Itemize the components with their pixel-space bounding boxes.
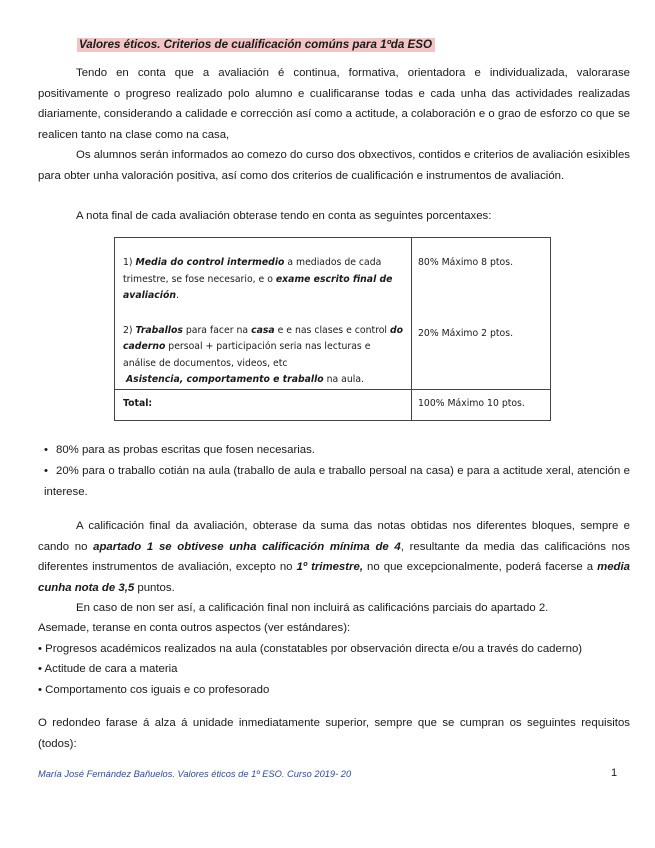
criteria-item-1-number: 1) <box>123 257 136 268</box>
total-value: 100% Máximo 10 ptos. <box>418 397 525 409</box>
list-item-text: Actitude de cara a materia <box>44 663 178 675</box>
list-item-text: 80% para as probas escritas que fosen necesarias. <box>56 444 315 456</box>
criteria-item-2 <box>123 323 405 389</box>
bullet-icon: • <box>38 684 42 696</box>
total-label: Total: <box>123 397 153 409</box>
page-number: 1 <box>611 767 618 779</box>
page-title: Valores éticos. Criterios de cualificación comúns para 1ºda ESO <box>77 38 435 52</box>
weight-cell <box>412 238 551 390</box>
list-item <box>38 680 269 701</box>
criteria-item-1-emphasis: Media do control intermedio <box>135 257 285 268</box>
criteria-item-2-emphasis-3: do caderno <box>123 324 404 352</box>
paragraph-rounding: O redondeo farase á alza á unidade inmediatamente superior, sempre que se cumpran os seguintes requisitos (todos): <box>38 717 630 750</box>
criteria-item-2-number: 2) <box>123 324 136 336</box>
paragraph-final-grade <box>38 516 630 598</box>
list-item <box>38 659 178 680</box>
criteria-item-1-emphasis-2: exame escrito final de avaliación <box>123 273 393 301</box>
weight-value-2: 20% Máximo 2 ptos. <box>418 327 514 339</box>
final-grade-text-3: no que excepcionalmente, poderá facerse a <box>362 561 598 573</box>
paragraph-percentages-intro: A nota final de cada avaliación obterase tendo en conta as seguintes porcentaxes: <box>76 210 492 222</box>
criteria-item-1 <box>123 255 405 305</box>
criteria-item-2-text-2: e e nas clases e control <box>274 324 390 336</box>
criteria-item-2-emphasis: Traballos <box>135 324 183 336</box>
criteria-item-1-end: . <box>175 290 179 301</box>
page-footer: María José Fernández Bañuelos. Valores éticos de 1º ESO. Curso 2019- 20 <box>38 769 352 779</box>
paragraph-otherwise: En caso de non ser así, a calificación final non incluirá as calificacións parciais do apartado 2. <box>76 602 549 614</box>
bullet-icon: • <box>44 444 48 456</box>
final-grade-text-4: puntos. <box>134 581 175 594</box>
total-label-cell <box>115 389 412 421</box>
criteria-item-2-end: na aula. <box>323 374 364 385</box>
paragraph-information: Os alumnos serán informados ao comezo do curso dos obxectivos, contidos e criterios de avaliación esixibles para obter unha valoración positiva, así como dos criterios de cualificación e instrumentos de avaliación. <box>38 149 630 182</box>
criteria-cell <box>115 238 412 390</box>
criteria-item-2-text-3: persoal + participación seria nas lecturas e análise de documentos, videos, etc <box>123 341 371 369</box>
bullet-icon: • <box>38 663 42 675</box>
criteria-item-2-text: para facer na <box>182 324 252 336</box>
criteria-item-1-text: a mediados de cada trimestre, se fose necesario, e o <box>123 257 382 285</box>
paragraph-evaluation: Tendo en conta que a avaliación é continua, formativa, orientadora e individualizada, valorarase positivamente o progreso realizado polo alumno e cualificaranse todas e cada unha das actividades realizadas diariamente, considerando a calidade e corrección así como a actitude, a colaboración e o grao de esforzo co que se realicen tanto na clase como na casa, <box>38 67 630 141</box>
grading-table <box>114 237 551 421</box>
weight-value-1: 80% Máximo 8 ptos. <box>418 257 514 268</box>
list-item <box>38 639 582 660</box>
final-grade-text: A calificación final da avaliación, obterase da suma das notas obtidas nos diferentes bloques, sempre e cando no <box>38 520 630 553</box>
list-item <box>44 461 630 502</box>
total-value-cell <box>412 389 551 421</box>
final-grade-emphasis-2: 1º trimestre, <box>296 561 363 573</box>
list-item-text: Comportamento cos iguais e co profesorado <box>45 684 270 696</box>
bullet-icon: • <box>44 465 48 477</box>
table-row <box>115 238 551 390</box>
criteria-item-2-emphasis-2: casa <box>251 324 275 336</box>
final-grade-emphasis: apartado 1 se obtivese unha calificación mínima de 4 <box>93 540 401 553</box>
list-item-text: 20% para o traballo cotián na aula (traballo de aula e traballo persoal na casa) e para a actitude xeral, atención e interese. <box>44 465 630 498</box>
paragraph-other-aspects: Asemade, teranse en conta outros aspectos (ver estándares): <box>38 622 351 634</box>
list-item-text: Progresos académicos realizados na aula (constatables por observación directa e/ou a través do caderno) <box>45 643 583 655</box>
list-item <box>44 440 630 461</box>
final-grade-text-2: , resultante da media das calificacións nos diferentes instrumentos de avaliación, excepto no <box>38 540 630 573</box>
bullet-icon: • <box>38 643 42 655</box>
table-row-total <box>115 389 551 421</box>
criteria-item-2-emphasis-4: Asistencia, comportamento e traballo <box>125 374 324 385</box>
final-grade-emphasis-3: media cunha nota de 3,5 <box>38 561 630 594</box>
